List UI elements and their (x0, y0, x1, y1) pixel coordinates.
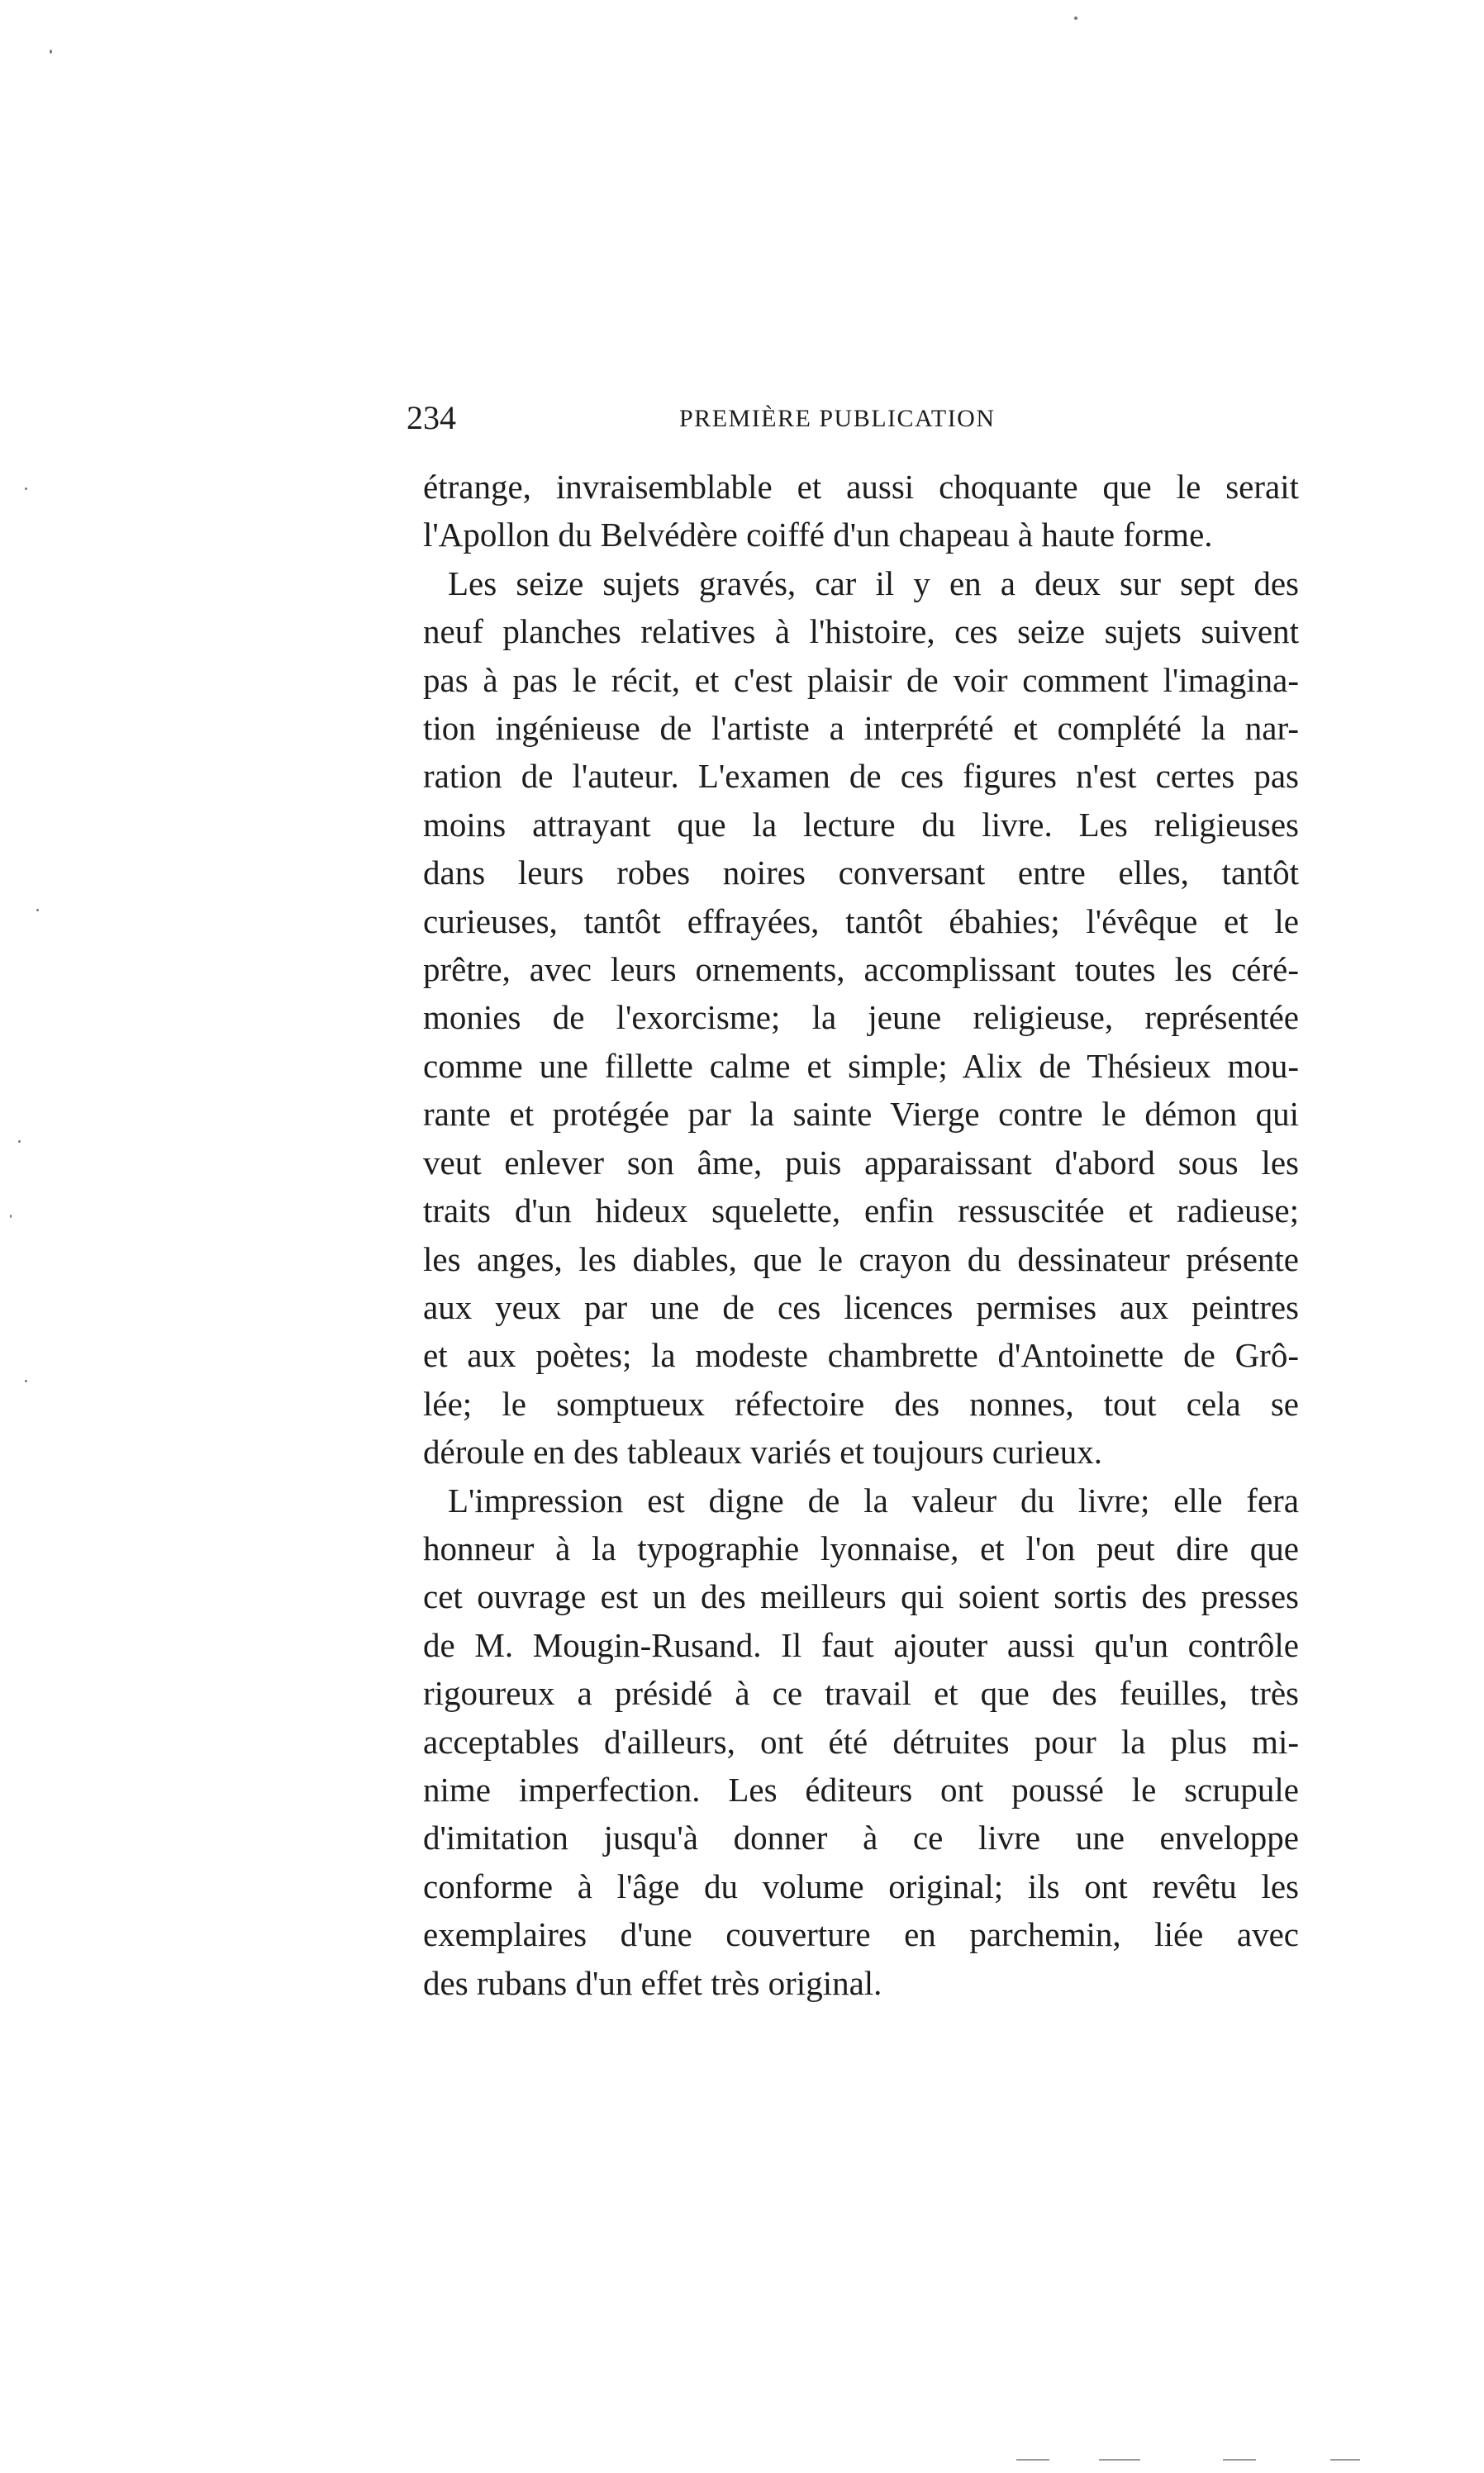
scan-speck (36, 909, 39, 911)
text-line: nime imperfection. Les éditeurs ont poussé le scrupule (423, 1770, 1299, 1809)
scan-speck (25, 1380, 27, 1382)
text-line: prêtre, avec leurs ornements, accomplissant toutes les céré- (423, 950, 1299, 989)
text-line: L'impression est digne de la valeur du livre; elle fera (448, 1481, 1299, 1519)
scan-speck (10, 1215, 12, 1218)
running-title: PREMIÈRE PUBLICATION (679, 405, 996, 432)
scan-speck (18, 1140, 21, 1143)
text-line: rante et protégée par la sainte Vierge contre le démon qui (423, 1095, 1299, 1134)
scan-edge-mark (1223, 2459, 1256, 2461)
scan-edge-mark (1099, 2459, 1140, 2461)
text-line: des rubans d'un effet très original. (423, 1963, 882, 2002)
text-line: dans leurs robes noires conversant entre elles, tantôt (423, 854, 1299, 892)
text-line: aux yeux par une de ces licences permises aux peintres (423, 1287, 1299, 1326)
text-line: veut enlever son âme, puis apparaissant d'abord sous les (423, 1143, 1299, 1182)
text-line: lée; le somptueux réfectoire des nonnes, tout cela se (423, 1384, 1299, 1423)
paragraph-3 (423, 1477, 1299, 2007)
text-line: pas à pas le récit, et c'est plaisir de voir comment l'imagina- (423, 660, 1299, 699)
text-line: acceptables d'ailleurs, ont été détruites pour la plus mi- (423, 1722, 1299, 1761)
text-line: ration de l'auteur. L'examen de ces figures n'est certes pas (423, 757, 1299, 796)
text-line: étrange, invraisemblable et aussi choquante que le serait (423, 468, 1299, 506)
text-line: de M. Mougin-Rusand. Il faut ajouter aussi qu'un contrôle (423, 1625, 1299, 1664)
scan-speck (25, 487, 27, 490)
body-text (423, 463, 1299, 2007)
text-line: moins attrayant que la lecture du livre. Les religieuses (423, 805, 1299, 844)
text-line: les anges, les diables, que le crayon du dessinateur présente (423, 1239, 1299, 1278)
scan-speck (1074, 17, 1077, 20)
text-line: et aux poètes; la modeste chambrette d'Antoinette de Grô- (423, 1336, 1299, 1375)
text-line: cet ouvrage est un des meilleurs qui soient sortis des presses (423, 1577, 1299, 1616)
text-line: l'Apollon du Belvédère coiffé d'un chapeau à haute forme. (423, 516, 1213, 554)
text-line: neuf planches relatives à l'histoire, ces seize sujets suivent (423, 612, 1299, 651)
scan-edge-mark (1016, 2459, 1049, 2461)
text-line: exemplaires d'une couverture en parchemin, liée avec (423, 1915, 1299, 1954)
text-line: déroule en des tableaux variés et toujours curieux. (423, 1433, 1102, 1472)
text-line: d'imitation jusqu'à donner à ce livre une enveloppe (423, 1819, 1299, 1857)
text-line: Les seize sujets gravés, car il y en a deux sur sept des (448, 564, 1299, 602)
text-line: tion ingénieuse de l'artiste a interprété et complété la nar- (423, 709, 1299, 748)
text-line: comme une fillette calme et simple; Alix de Thésieux mou- (423, 1046, 1299, 1085)
scan-speck (50, 50, 52, 54)
page-number: 234 (407, 399, 456, 436)
text-line: curieuses, tantôt effrayées, tantôt ébahies; l'évêque et le (423, 901, 1299, 940)
text-line: conforme à l'âge du volume original; ils ont revêtu les (423, 1867, 1299, 1905)
text-line: monies de l'exorcisme; la jeune religieuse, représentée (423, 998, 1299, 1037)
scan-edge-mark (1330, 2459, 1360, 2461)
running-head (407, 397, 1306, 446)
text-line: traits d'un hideux squelette, enfin ressuscitée et radieuse; (423, 1191, 1299, 1230)
text-line: rigoureux a présidé à ce travail et que des feuilles, très (423, 1674, 1299, 1713)
paragraph-1 (423, 463, 1299, 559)
text-line: honneur à la typographie lyonnaise, et l'on peut dire que (423, 1529, 1299, 1567)
paragraph-2 (423, 559, 1299, 1477)
